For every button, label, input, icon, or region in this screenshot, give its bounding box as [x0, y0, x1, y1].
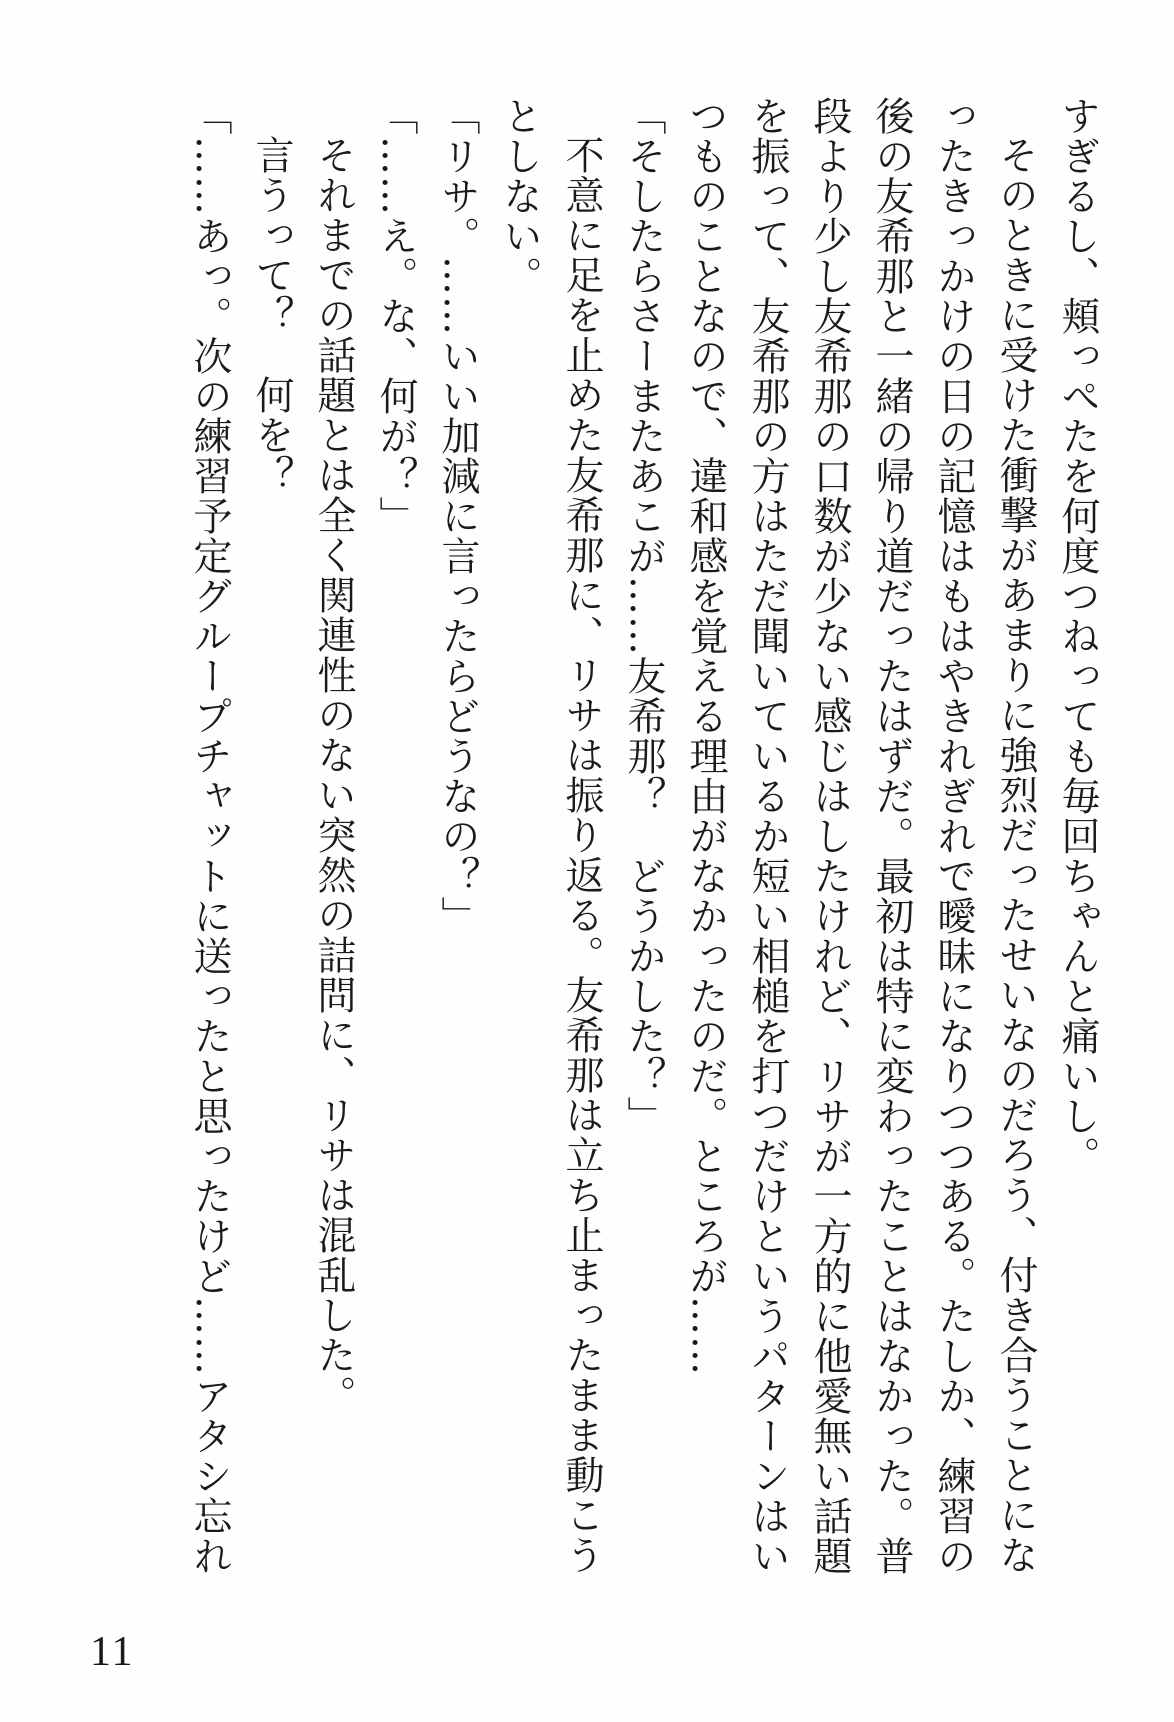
dialogue-line: 「……え。な、何が？」 [373, 96, 418, 536]
dialogue-line: 「そしたらさーまたあこが……友希那？ どうかした？」 [621, 96, 666, 1136]
paragraph: そのときに受けた衝撃があまりに強烈だったせいなのだろう、付き合うことになったきっかけの日の記憶はもはやきれぎれで曖昧になりつつある。たしか、練習の後の友希那と一緒の帰り道だったはずだ。最初は特に変わったことはなかった。普段より少し友希那の口数が少ない感じはしたけれど、リサが一方的に他愛無い話題を振って、友希那の方はただ聞いているか短い相槌を打つだけというパターンはいつものことなので、違和感を覚える理由がなかったのだ。ところが…… [683, 96, 1038, 1576]
dialogue-line: 「リサ。……いい加減に言ったらどうなの？」 [435, 96, 480, 936]
dialogue-line: 「……あっ。次の練習予定グループチャットに送ったと思ったけど……アタシ忘れ [187, 96, 232, 1576]
vertical-text-body [58, 96, 1108, 1606]
paragraph: それまでの話題とは全く関連性のない突然の詰問に、リサは混乱した。 [311, 135, 356, 1415]
paragraph: 言うって？ 何を？ [249, 135, 294, 495]
paragraph: すぎるし、頬っぺたを何度つねっても毎回ちゃんと痛いし。 [1055, 96, 1100, 1176]
paragraph: 不意に足を止めた友希那に、リサは振り返る。友希那は立ち止まったまま動こうとしない。 [497, 96, 604, 1575]
page-number: 11 [90, 1629, 135, 1675]
